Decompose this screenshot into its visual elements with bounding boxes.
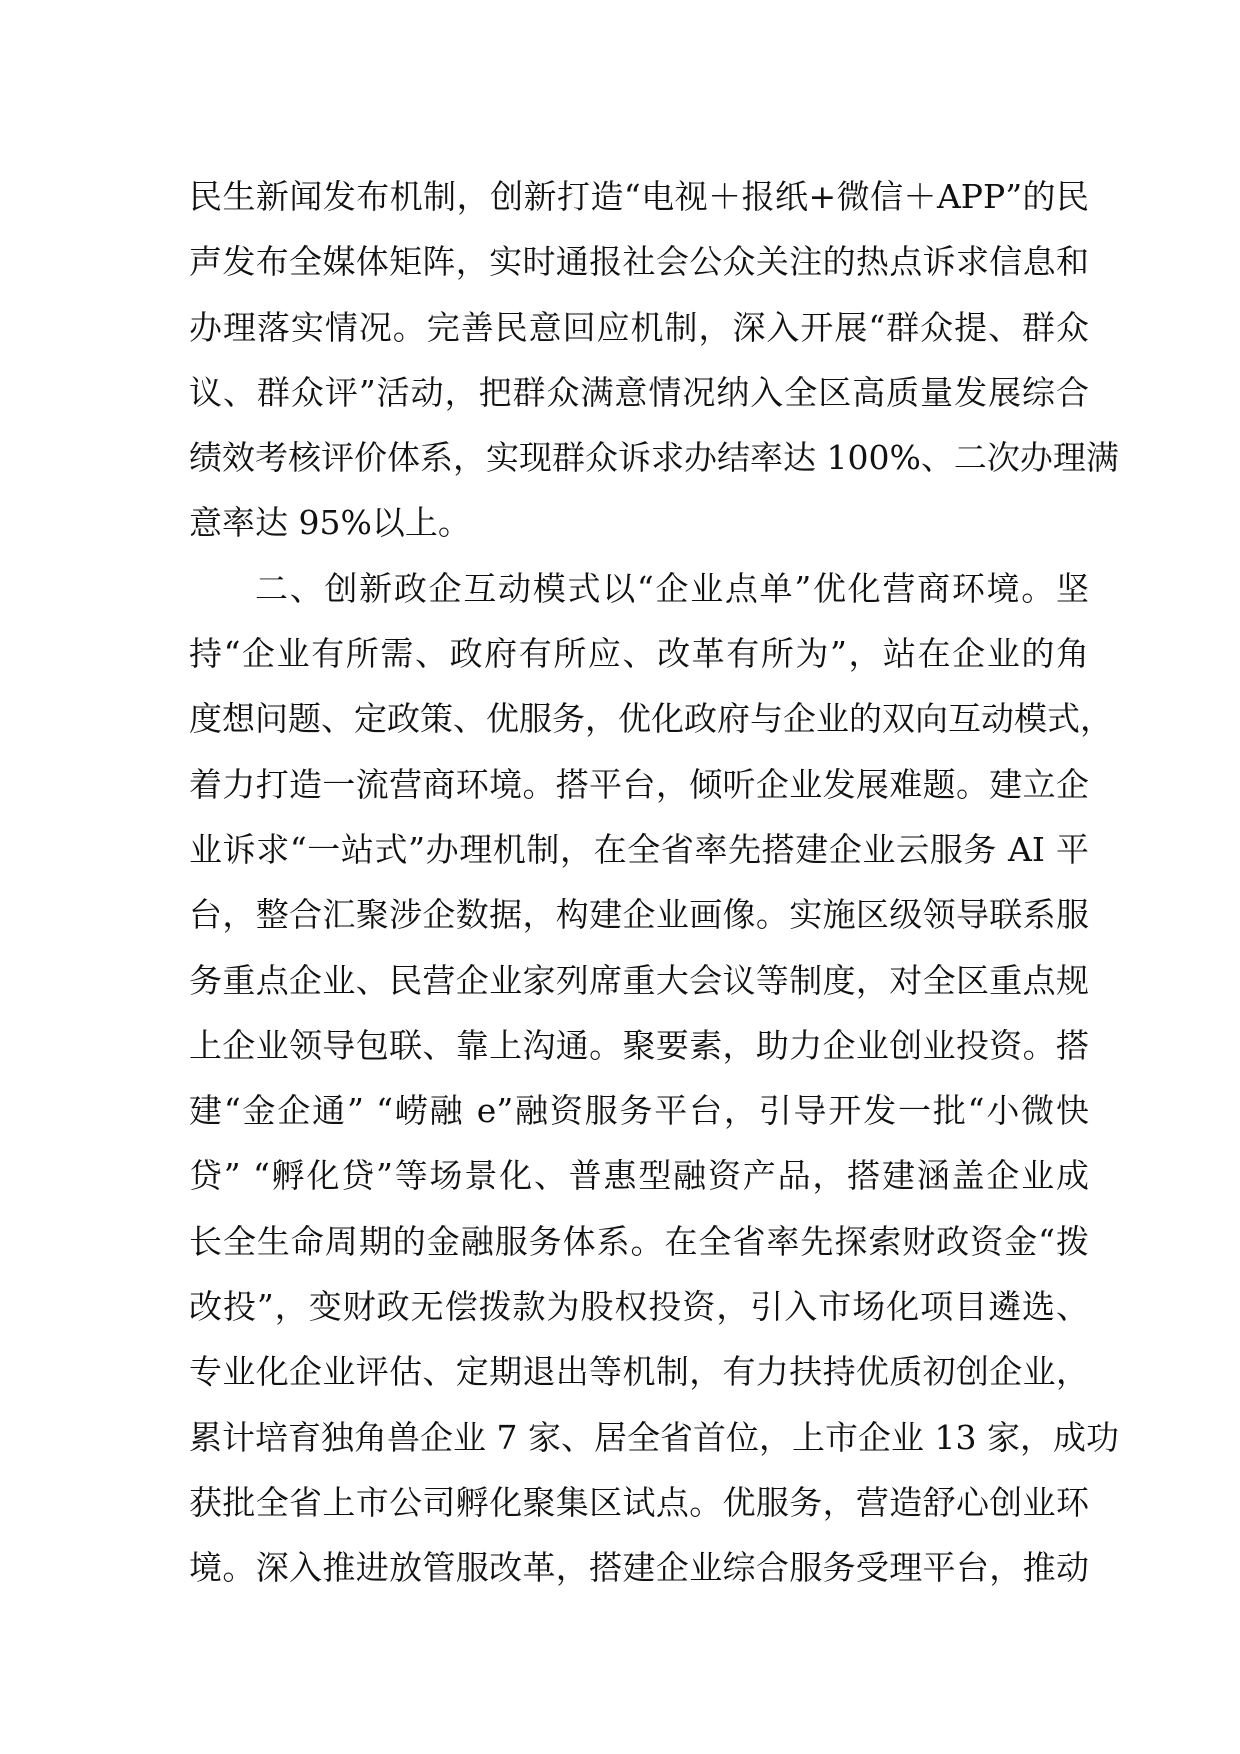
text-line: 声发布全媒体矩阵，实时通报社会公众关注的热点诉求信息和 [189, 242, 1089, 282]
text-line: 二、创新政企互动模式以“企业点单”优化营商环境。坚 [255, 568, 1089, 608]
text-line: 台，整合汇聚涉企数据，构建企业画像。实施区级领导联系服 [189, 895, 1089, 935]
text-line: 贷” “孵化贷”等场景化、普惠型融资产品，搭建涵盖企业成 [189, 1156, 1089, 1196]
text-line: 改投”，变财政无偿拨款为股权投资，引入市场化项目遴选、 [189, 1287, 1089, 1327]
text-line: 务重点企业、民营企业家列席重大会议等制度，对全区重点规 [189, 960, 1089, 1000]
text-line: 民生新闻发布机制，创新打造“电视＋报纸+微信＋APP”的民 [189, 177, 1089, 216]
text-line: 度想问题、定政策、优服务，优化政府与企业的双向互动模式， [189, 699, 1113, 739]
text-line: 绩效考核评价体系，实现群众诉求办结率达 100%、二次办理满 [189, 438, 1119, 478]
text-line: 着力打造一流营商环境。搭平台，倾听企业发展难题。建立企 [189, 764, 1089, 804]
text-line: 持“企业有所需、政府有所应、改革有所为”，站在企业的角 [189, 634, 1089, 674]
text-line: 办理落实情况。完善民意回应机制，深入开展“群众提、群众 [189, 307, 1089, 347]
text-line: 境。深入推进放管服改革，搭建企业综合服务受理平台，推动 [189, 1548, 1089, 1588]
text-line: 议、群众评”活动，把群众满意情况纳入全区高质量发展综合 [189, 372, 1089, 412]
text-line: 业诉求“一站式”办理机制，在全省率先搭建企业云服务 AI 平 [189, 829, 1089, 869]
text-line: 累计培育独角兽企业 7 家、居全省首位，上市企业 13 家，成功 [189, 1417, 1119, 1457]
text-line: 意率达 95%以上。 [189, 503, 471, 543]
text-line: 上企业领导包联、靠上沟通。聚要素，助力企业创业投资。搭 [189, 1025, 1089, 1065]
text-line: 专业化企业评估、定期退出等机制，有力扶持优质初创企业， [189, 1352, 1089, 1392]
text-line: 建“金企通” “崂融 e”融资服务平台，引导开发一批“小微快 [189, 1091, 1089, 1131]
text-line: 长全生命周期的金融服务体系。在全省率先探索财政资金“拨 [189, 1221, 1089, 1261]
text-line: 获批全省上市公司孵化聚集区试点。优服务，营造舒心创业环 [189, 1482, 1089, 1522]
body-text [189, 164, 1119, 1601]
